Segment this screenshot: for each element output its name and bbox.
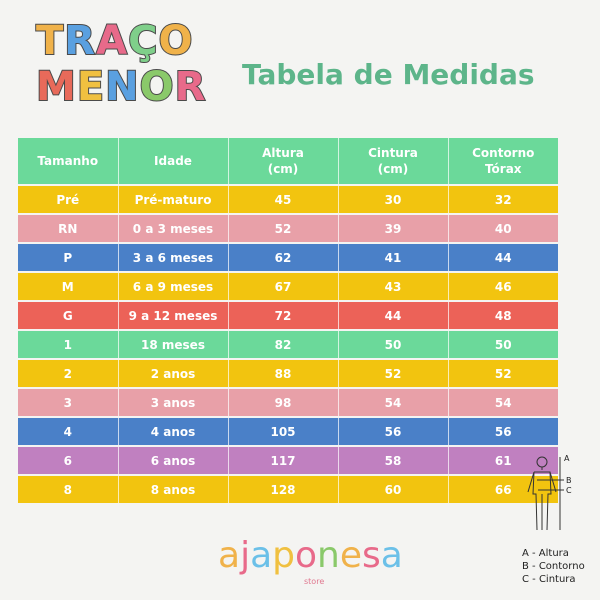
table-cell: 32 [448, 185, 558, 214]
store-wordmark [218, 535, 403, 576]
column-header [18, 138, 118, 185]
column-header [448, 138, 558, 185]
table-row [18, 446, 558, 475]
table-cell: 58 [338, 446, 448, 475]
table-cell: 50 [448, 330, 558, 359]
store-letter: a [250, 535, 273, 576]
logo-letter: M [36, 64, 77, 110]
body-measure-figure-icon [520, 452, 590, 532]
table-cell: M [18, 272, 118, 301]
size-table [18, 138, 558, 505]
table-cell: 61 [448, 446, 558, 475]
table-row [18, 301, 558, 330]
table-cell: 3 a 6 meses [118, 243, 228, 272]
column-header-line1: Tamanho [37, 154, 99, 168]
table-cell: 105 [228, 417, 338, 446]
table-cell: 82 [228, 330, 338, 359]
table-cell: 9 a 12 meses [118, 301, 228, 330]
table-cell: 6 anos [118, 446, 228, 475]
logo-letter: R [64, 18, 97, 64]
marker-b-label: B [566, 476, 572, 485]
store-subtitle: store [304, 577, 325, 586]
table-cell: 1 [18, 330, 118, 359]
column-header-line2: (cm) [377, 162, 409, 176]
logo-letter: O [139, 64, 175, 110]
table-cell: 54 [338, 388, 448, 417]
table-cell: 56 [448, 417, 558, 446]
table-row [18, 185, 558, 214]
logo-letter: O [158, 18, 194, 64]
table-cell: 48 [448, 301, 558, 330]
table-cell: 72 [228, 301, 338, 330]
table-cell: 41 [338, 243, 448, 272]
table-cell: 128 [228, 475, 338, 504]
logo-letter: N [105, 64, 140, 110]
logo-letter: Ç [128, 18, 159, 64]
table-cell: G [18, 301, 118, 330]
legend-cintura: C - Cintura [522, 574, 576, 585]
store-letter: n [317, 535, 340, 576]
logo-line-2 [36, 64, 206, 110]
store-letter: o [295, 535, 318, 576]
logo-letter: T [36, 18, 65, 64]
table-cell: 67 [228, 272, 338, 301]
column-header [338, 138, 448, 185]
table-cell: 60 [338, 475, 448, 504]
table-cell: 52 [448, 359, 558, 388]
table-cell: 2 anos [118, 359, 228, 388]
table-cell: 39 [338, 214, 448, 243]
marker-c-label: C [566, 486, 572, 495]
table-cell: 62 [228, 243, 338, 272]
table-cell: Pré [18, 185, 118, 214]
store-letter: a [380, 535, 403, 576]
table-cell: 4 anos [118, 417, 228, 446]
column-header-line2: Tórax [484, 162, 522, 176]
table-body [18, 185, 558, 504]
store-letter: p [272, 535, 295, 576]
table-cell: 6 [18, 446, 118, 475]
legend-contorno: B - Contorno [522, 561, 585, 572]
store-letter: s [362, 535, 381, 576]
table-cell: 50 [338, 330, 448, 359]
table-cell: 40 [448, 214, 558, 243]
column-header [228, 138, 338, 185]
marker-a-label: A [564, 454, 570, 463]
table-cell: 52 [338, 359, 448, 388]
table-cell: 18 meses [118, 330, 228, 359]
logo-letter: R [174, 64, 207, 110]
logo-line-1 [36, 18, 193, 64]
table-header-row [18, 138, 558, 185]
table-cell: 46 [448, 272, 558, 301]
table-cell: 44 [448, 243, 558, 272]
store-letter: j [240, 535, 251, 576]
table-cell: RN [18, 214, 118, 243]
table-cell: P [18, 243, 118, 272]
table-cell: Pré-maturo [118, 185, 228, 214]
table-cell: 117 [228, 446, 338, 475]
table-cell: 52 [228, 214, 338, 243]
page-title: Tabela de Medidas [242, 58, 535, 91]
column-header-line1: Altura [262, 146, 304, 160]
table-row [18, 272, 558, 301]
table-cell: 54 [448, 388, 558, 417]
table-cell: 3 anos [118, 388, 228, 417]
table-cell: 98 [228, 388, 338, 417]
column-header-line1: Cintura [368, 146, 418, 160]
traco-menor-logo [36, 18, 206, 118]
table-cell: 8 [18, 475, 118, 504]
table-cell: 30 [338, 185, 448, 214]
table-row [18, 388, 558, 417]
table-row [18, 359, 558, 388]
column-header [118, 138, 228, 185]
table-cell: 43 [338, 272, 448, 301]
table-cell: 56 [338, 417, 448, 446]
column-header-line1: Idade [154, 154, 192, 168]
table-cell: 8 anos [118, 475, 228, 504]
table-row [18, 475, 558, 504]
table-cell: 0 a 3 meses [118, 214, 228, 243]
table-cell: 45 [228, 185, 338, 214]
a-japonesa-store-logo [218, 535, 403, 590]
logo-letter: E [76, 64, 106, 110]
table-cell: 3 [18, 388, 118, 417]
table-row [18, 330, 558, 359]
table-cell: 6 a 9 meses [118, 272, 228, 301]
column-header-line1: Contorno [472, 146, 535, 160]
logo-letter: A [96, 18, 129, 64]
table-row [18, 214, 558, 243]
table-cell: 44 [338, 301, 448, 330]
measure-legend [522, 547, 585, 586]
table-cell: 2 [18, 359, 118, 388]
table-row [18, 243, 558, 272]
legend-altura: A - Altura [522, 548, 569, 559]
table-cell: 4 [18, 417, 118, 446]
table-cell: 66 [448, 475, 558, 504]
table-row [18, 417, 558, 446]
table-cell: 88 [228, 359, 338, 388]
column-header-line2: (cm) [267, 162, 299, 176]
store-letter: a [218, 535, 241, 576]
store-letter: e [339, 535, 363, 576]
